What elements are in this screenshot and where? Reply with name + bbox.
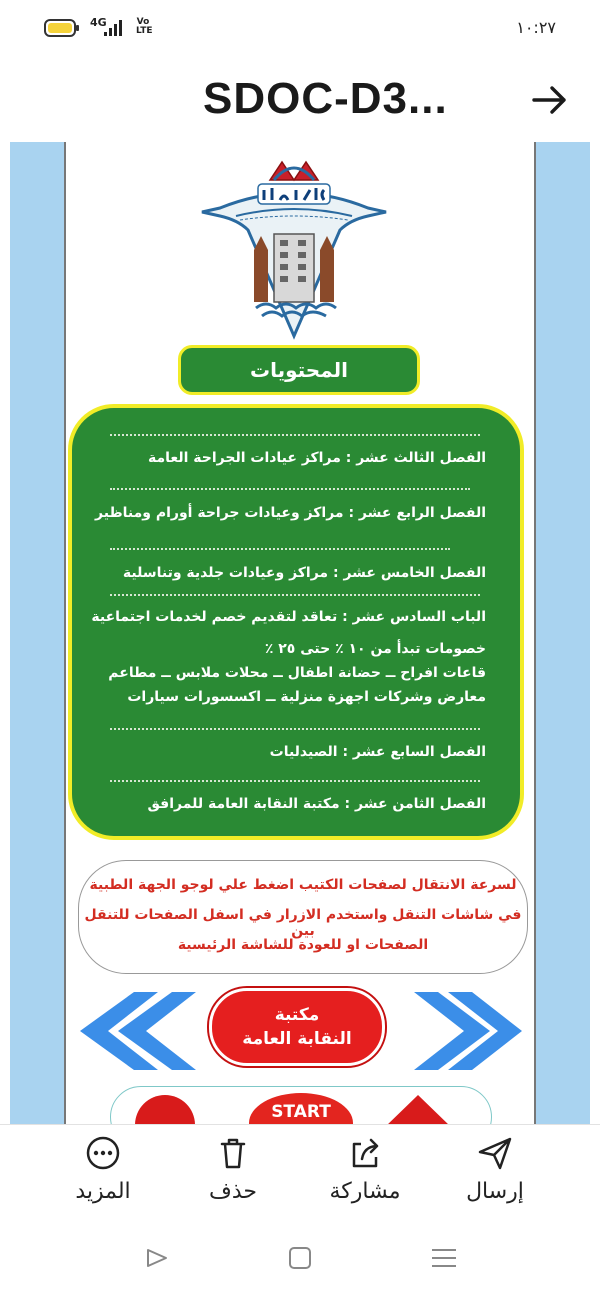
toc-item[interactable]: قاعات افراح ــ حضانة اطفال ــ محلات ملابس ــ مطاعم: [108, 665, 486, 681]
navigation-note: لسرعة الانتقال لصفحات الكتيب اضغط علي لوجو الجهة الطبية في شاشات التنقل واستخدم الازرار في اسفل الصفحات للتنقل بين الصفحات او للعودة للشاشة الرئيسية: [78, 860, 528, 974]
table-of-contents: [68, 404, 524, 840]
toc-item[interactable]: الباب السادس عشر : تعاقد لتقديم خصم لخدمات اجتماعية: [91, 609, 486, 625]
document-viewer[interactable]: [0, 142, 600, 1124]
app-header: [0, 60, 600, 142]
toc-item[interactable]: الفصل الخامس عشر : مراكز وعيادات جلدية وتناسلية: [122, 565, 486, 581]
trash-icon: [215, 1135, 251, 1171]
status-bar: [0, 0, 600, 60]
share-button[interactable]: [310, 1125, 420, 1225]
toc-item[interactable]: الفصل الثالث عشر : مراكز عيادات الجراحة العامة: [148, 450, 486, 466]
page-navigation-panel: [110, 1086, 492, 1124]
signal-icon: [104, 20, 126, 36]
syndicate-emblem[interactable]: [200, 150, 388, 340]
system-navigation-bar: [0, 1224, 600, 1300]
divider: [110, 434, 480, 436]
send-label: إرسال: [466, 1179, 524, 1204]
battery-icon: [44, 19, 76, 37]
page-margin-left: [10, 142, 64, 1124]
more-button[interactable]: [48, 1125, 158, 1225]
system-back-icon: [148, 1250, 166, 1266]
network-type: 4G: [90, 16, 107, 29]
divider: [110, 488, 470, 490]
clock: ١٠:٢٧: [516, 18, 556, 37]
toc-item[interactable]: معارض وشركات اجهزة منزلية ــ اكسسورات سيارات: [127, 689, 486, 705]
arrow-right-icon[interactable]: [528, 80, 572, 120]
bottom-toolbar: [0, 1124, 600, 1225]
toc-item[interactable]: خصومات تبدأ من ١٠ ٪ حتى ٢٥ ٪: [264, 641, 486, 657]
share-label: مشاركة: [329, 1179, 401, 1204]
share-icon: [347, 1135, 383, 1171]
back-circle-button[interactable]: [135, 1095, 195, 1124]
send-icon: [477, 1135, 513, 1171]
system-recents-icon: [432, 1250, 456, 1266]
delete-button[interactable]: [178, 1125, 288, 1225]
delete-label: حذف: [209, 1179, 257, 1204]
document-title: SDOC-D3...: [203, 74, 448, 123]
divider: [110, 594, 480, 596]
page-margin-right: [536, 142, 590, 1124]
volte-icon: Vo LTE: [136, 17, 153, 36]
toc-item[interactable]: الفصل السابع عشر : الصيدليات: [269, 744, 486, 760]
contents-title: المحتويات: [178, 345, 420, 395]
double-chevron-left-icon[interactable]: [78, 992, 198, 1070]
divider: [110, 780, 480, 782]
divider: [110, 728, 480, 730]
more-icon: [85, 1135, 121, 1171]
toc-item[interactable]: الفصل الثامن عشر : مكتبة النقابة العامة للمرافق: [147, 796, 486, 812]
start-button[interactable]: START: [249, 1093, 353, 1124]
send-button[interactable]: [440, 1125, 550, 1225]
divider: [110, 548, 450, 550]
home-icon[interactable]: [383, 1091, 453, 1124]
system-home-icon: [290, 1248, 310, 1268]
toc-item[interactable]: الفصل الرابع عشر : مراكز وعيادات جراحة أورام ومناظير: [95, 505, 486, 521]
library-button[interactable]: مكتبة النقابة العامة: [209, 988, 385, 1066]
double-chevron-right-icon[interactable]: [410, 992, 524, 1070]
more-label: المزيد: [75, 1179, 131, 1204]
